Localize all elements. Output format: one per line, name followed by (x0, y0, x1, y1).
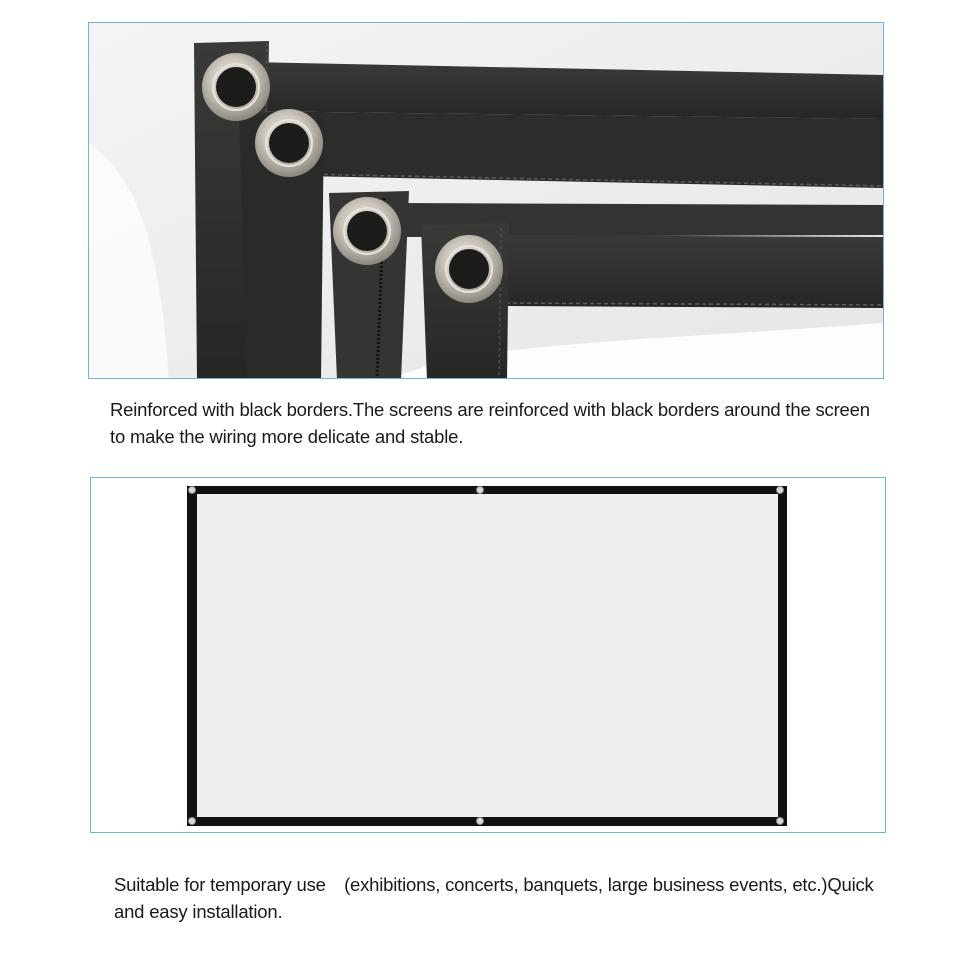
projector-screen-image (90, 477, 886, 833)
grommet-icon (255, 109, 323, 177)
projector-screen-illustration (91, 478, 886, 833)
caption-black-borders: Reinforced with black borders.The screens are reinforced with black borders around the screen to make the wiring more delicate and stable. (110, 399, 870, 447)
caption-temporary-use: Suitable for temporary use (exhibitions, concerts, banquets, large business events, etc.)Quick and easy installation. (114, 874, 874, 922)
grommet-icon (202, 53, 270, 121)
screen-surface (197, 494, 778, 817)
grommet-icon (435, 235, 503, 303)
strap-4 (489, 235, 884, 308)
grommet-icon (333, 197, 401, 265)
strap-2 (239, 111, 884, 188)
border-closeup-image (88, 22, 884, 379)
border-closeup-illustration (89, 23, 884, 379)
